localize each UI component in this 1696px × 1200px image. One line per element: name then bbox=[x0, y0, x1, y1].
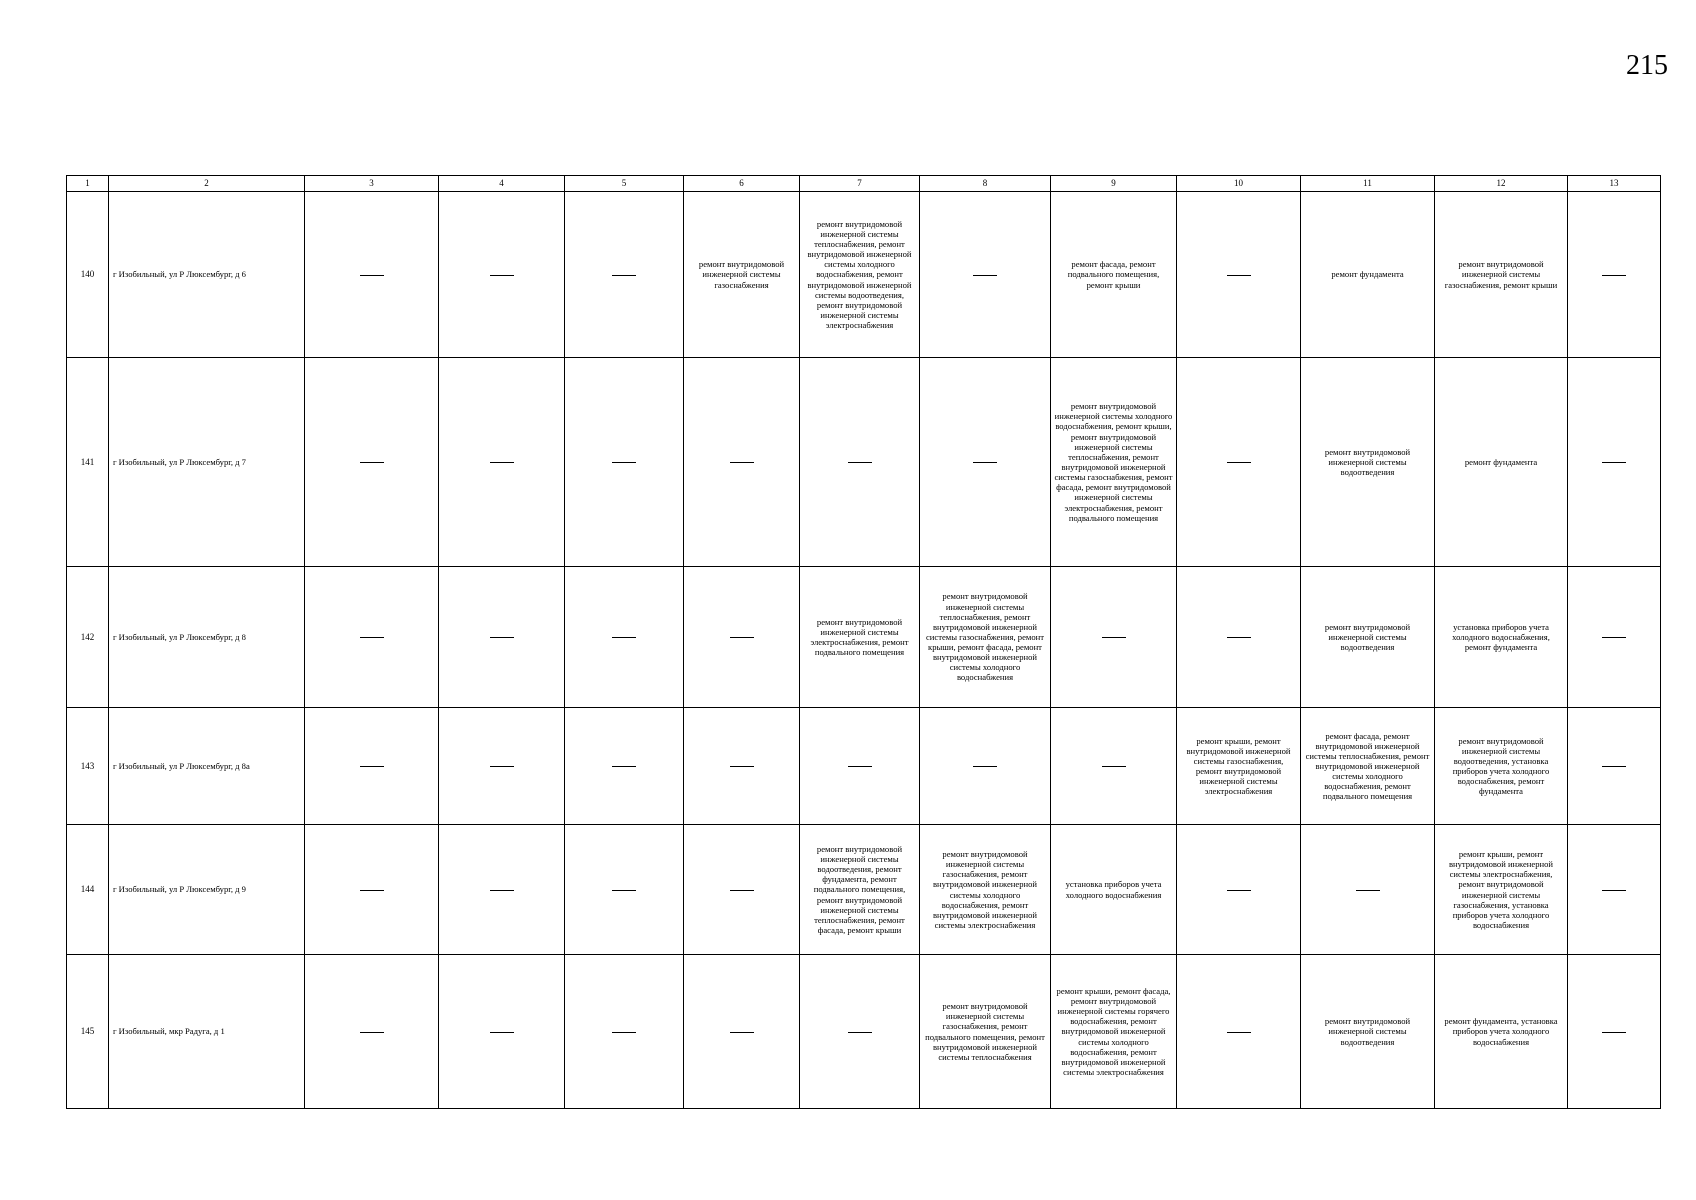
empty-cell bbox=[439, 708, 565, 825]
empty-cell bbox=[684, 825, 800, 955]
empty-cell bbox=[1568, 955, 1661, 1109]
dash-mark bbox=[730, 637, 754, 638]
empty-cell bbox=[920, 192, 1051, 358]
empty-cell bbox=[1301, 825, 1435, 955]
empty-cell bbox=[1568, 567, 1661, 708]
empty-cell bbox=[305, 955, 439, 1109]
dash-mark bbox=[490, 462, 514, 463]
empty-cell bbox=[439, 192, 565, 358]
empty-cell bbox=[1177, 955, 1301, 1109]
work-cell: установка приборов учета холодного водоснабжения bbox=[1051, 825, 1177, 955]
row-number: 143 bbox=[67, 708, 109, 825]
dash-mark bbox=[490, 766, 514, 767]
column-header: 5 bbox=[565, 176, 684, 192]
dash-mark bbox=[1227, 637, 1251, 638]
empty-cell bbox=[684, 708, 800, 825]
empty-cell bbox=[1177, 567, 1301, 708]
row-address: г Изобильный, ул Р Люксембург, д 7 bbox=[109, 358, 305, 567]
empty-cell bbox=[1568, 708, 1661, 825]
row-number: 145 bbox=[67, 955, 109, 1109]
empty-cell bbox=[920, 358, 1051, 567]
empty-cell bbox=[439, 567, 565, 708]
work-cell: ремонт крыши, ремонт внутридомовой инженерной системы электроснабжения, ремонт внутридомовой инженерной системы газоснабжения, установка приборов учета холодного водоснабжения bbox=[1435, 825, 1568, 955]
dash-mark bbox=[730, 462, 754, 463]
dash-mark bbox=[490, 890, 514, 891]
empty-cell bbox=[305, 708, 439, 825]
dash-mark bbox=[848, 1032, 872, 1033]
work-cell: ремонт фасада, ремонт внутридомовой инженерной системы теплоснабжения, ремонт внутридомовой инженерной системы холодного водоснабжения, ремонт подвального помещения bbox=[1301, 708, 1435, 825]
dash-mark bbox=[973, 462, 997, 463]
work-cell: ремонт внутридомовой инженерной системы газоснабжения, ремонт крыши bbox=[1435, 192, 1568, 358]
work-cell: ремонт фасада, ремонт подвального помещения, ремонт крыши bbox=[1051, 192, 1177, 358]
empty-cell bbox=[305, 192, 439, 358]
table-row bbox=[67, 708, 1661, 825]
work-cell: ремонт внутридомовой инженерной системы теплоснабжения, ремонт внутридомовой инженерной системы холодного водоснабжения, ремонт внутридомовой инженерной системы водоотведения, ремонт внутридомовой инженерной системы электроснабжения bbox=[800, 192, 920, 358]
empty-cell bbox=[1568, 358, 1661, 567]
dash-mark bbox=[360, 637, 384, 638]
empty-cell bbox=[1177, 825, 1301, 955]
column-header: 8 bbox=[920, 176, 1051, 192]
empty-cell bbox=[684, 358, 800, 567]
dash-mark bbox=[612, 462, 636, 463]
repair-schedule-table bbox=[66, 175, 1661, 1109]
empty-cell bbox=[1177, 358, 1301, 567]
dash-mark bbox=[612, 275, 636, 276]
row-number: 140 bbox=[67, 192, 109, 358]
dash-mark bbox=[360, 890, 384, 891]
dash-mark bbox=[490, 637, 514, 638]
empty-cell bbox=[920, 708, 1051, 825]
dash-mark bbox=[1227, 462, 1251, 463]
empty-cell bbox=[565, 825, 684, 955]
work-cell: ремонт фундамента, установка приборов учета холодного водоснабжения bbox=[1435, 955, 1568, 1109]
dash-mark bbox=[612, 890, 636, 891]
work-cell: ремонт внутридомовой инженерной системы газоснабжения, ремонт подвального помещения, ремонт внутридомовой инженерной системы теплоснабжения bbox=[920, 955, 1051, 1109]
work-cell: ремонт фундамента bbox=[1435, 358, 1568, 567]
work-cell: установка приборов учета холодного водоснабжения, ремонт фундамента bbox=[1435, 567, 1568, 708]
dash-mark bbox=[730, 890, 754, 891]
column-header: 2 bbox=[109, 176, 305, 192]
dash-mark bbox=[612, 637, 636, 638]
empty-cell bbox=[565, 708, 684, 825]
work-cell: ремонт внутридомовой инженерной системы водоотведения bbox=[1301, 567, 1435, 708]
empty-cell bbox=[439, 825, 565, 955]
work-cell: ремонт внутридомовой инженерной системы электроснабжения, ремонт подвального помещения bbox=[800, 567, 920, 708]
table-row bbox=[67, 192, 1661, 358]
dash-mark bbox=[612, 1032, 636, 1033]
work-cell: ремонт внутридомовой инженерной системы водоотведения bbox=[1301, 358, 1435, 567]
dash-mark bbox=[612, 766, 636, 767]
dash-mark bbox=[1227, 1032, 1251, 1033]
column-header: 10 bbox=[1177, 176, 1301, 192]
work-cell: ремонт внутридомовой инженерной системы водоотведения, ремонт фундамента, ремонт подвального помещения, ремонт внутридомовой инженерной системы теплоснабжения, ремонт фасада, ремонт крыши bbox=[800, 825, 920, 955]
dash-mark bbox=[973, 766, 997, 767]
empty-cell bbox=[800, 358, 920, 567]
dash-mark bbox=[1356, 890, 1380, 891]
dash-mark bbox=[1602, 637, 1626, 638]
row-address: г Изобильный, ул Р Люксембург, д 6 bbox=[109, 192, 305, 358]
dash-mark bbox=[730, 766, 754, 767]
work-cell: ремонт внутридомовой инженерной системы водоотведения, установка приборов учета холодного водоснабжения, ремонт фундамента bbox=[1435, 708, 1568, 825]
work-cell: ремонт внутридомовой инженерной системы газоснабжения bbox=[684, 192, 800, 358]
column-header: 7 bbox=[800, 176, 920, 192]
column-header: 3 bbox=[305, 176, 439, 192]
empty-cell bbox=[684, 955, 800, 1109]
work-cell: ремонт внутридомовой инженерной системы водоотведения bbox=[1301, 955, 1435, 1109]
dash-mark bbox=[1227, 890, 1251, 891]
dash-mark bbox=[848, 766, 872, 767]
dash-mark bbox=[360, 766, 384, 767]
column-header: 13 bbox=[1568, 176, 1661, 192]
dash-mark bbox=[973, 275, 997, 276]
empty-cell bbox=[305, 567, 439, 708]
column-header: 12 bbox=[1435, 176, 1568, 192]
empty-cell bbox=[439, 955, 565, 1109]
table-row bbox=[67, 358, 1661, 567]
empty-cell bbox=[439, 358, 565, 567]
empty-cell bbox=[565, 192, 684, 358]
row-address: г Изобильный, ул Р Люксембург, д 8а bbox=[109, 708, 305, 825]
empty-cell bbox=[565, 955, 684, 1109]
work-cell: ремонт фундамента bbox=[1301, 192, 1435, 358]
column-header: 4 bbox=[439, 176, 565, 192]
work-cell: ремонт внутридомовой инженерной системы теплоснабжения, ремонт внутридомовой инженерной системы газоснабжения, ремонт крыши, ремонт фасада, ремонт внутридомовой инженерной системы холодного водоснабжения bbox=[920, 567, 1051, 708]
empty-cell bbox=[800, 955, 920, 1109]
row-number: 141 bbox=[67, 358, 109, 567]
work-cell: ремонт крыши, ремонт фасада, ремонт внутридомовой инженерной системы горячего водоснабжения, ремонт внутридомовой инженерной системы холодного водоснабжения, ремонт внутридомовой инженерной системы электроснабжения bbox=[1051, 955, 1177, 1109]
table-row bbox=[67, 955, 1661, 1109]
dash-mark bbox=[490, 275, 514, 276]
dash-mark bbox=[1602, 275, 1626, 276]
column-header: 11 bbox=[1301, 176, 1435, 192]
page-number: 215 bbox=[1626, 50, 1668, 81]
empty-cell bbox=[565, 567, 684, 708]
dash-mark bbox=[1602, 462, 1626, 463]
empty-cell bbox=[1051, 567, 1177, 708]
empty-cell bbox=[1177, 192, 1301, 358]
empty-cell bbox=[1568, 825, 1661, 955]
row-address: г Изобильный, мкр Радуга, д 1 bbox=[109, 955, 305, 1109]
row-number: 142 bbox=[67, 567, 109, 708]
empty-cell bbox=[800, 708, 920, 825]
dash-mark bbox=[490, 1032, 514, 1033]
dash-mark bbox=[1602, 890, 1626, 891]
dash-mark bbox=[1602, 1032, 1626, 1033]
dash-mark bbox=[360, 1032, 384, 1033]
work-cell: ремонт внутридомовой инженерной системы газоснабжения, ремонт внутридомовой инженерной системы холодного водоснабжения, ремонт внутридомовой инженерной системы электроснабжения bbox=[920, 825, 1051, 955]
row-address: г Изобильный, ул Р Люксембург, д 8 bbox=[109, 567, 305, 708]
column-header: 9 bbox=[1051, 176, 1177, 192]
empty-cell bbox=[1568, 192, 1661, 358]
dash-mark bbox=[730, 1032, 754, 1033]
dash-mark bbox=[360, 462, 384, 463]
empty-cell bbox=[1051, 708, 1177, 825]
empty-cell bbox=[684, 567, 800, 708]
dash-mark bbox=[1102, 766, 1126, 767]
table-row bbox=[67, 825, 1661, 955]
table-row bbox=[67, 567, 1661, 708]
empty-cell bbox=[305, 358, 439, 567]
dash-mark bbox=[1227, 275, 1251, 276]
dash-mark bbox=[848, 462, 872, 463]
empty-cell bbox=[305, 825, 439, 955]
work-cell: ремонт крыши, ремонт внутридомовой инженерной системы газоснабжения, ремонт внутридомовой инженерной системы электроснабжения bbox=[1177, 708, 1301, 825]
row-number: 144 bbox=[67, 825, 109, 955]
empty-cell bbox=[565, 358, 684, 567]
dash-mark bbox=[360, 275, 384, 276]
column-header: 1 bbox=[67, 176, 109, 192]
work-cell: ремонт внутридомовой инженерной системы холодного водоснабжения, ремонт крыши, ремонт внутридомовой инженерной системы теплоснабжения, ремонт внутридомовой инженерной системы газоснабжения, ремонт фасада, ремонт внутридомовой инженерной системы электроснабжения, ремонт подвального помещения bbox=[1051, 358, 1177, 567]
dash-mark bbox=[1602, 766, 1626, 767]
column-header: 6 bbox=[684, 176, 800, 192]
column-number-row bbox=[67, 176, 1661, 192]
dash-mark bbox=[1102, 637, 1126, 638]
row-address: г Изобильный, ул Р Люксембург, д 9 bbox=[109, 825, 305, 955]
